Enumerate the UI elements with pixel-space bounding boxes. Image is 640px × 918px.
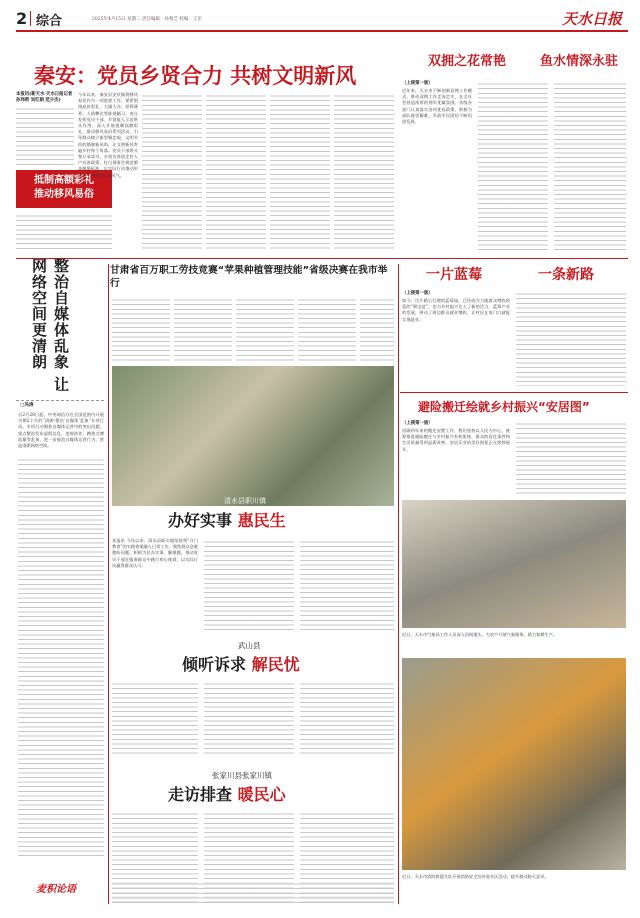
middle-article-col-5: [360, 296, 394, 362]
right-mid-col-2: [516, 290, 626, 386]
footer-column-label: 麦积论语: [36, 884, 76, 895]
feature-head-3: [168, 782, 286, 805]
feature-head-1-a: 办好实事: [168, 511, 233, 530]
right-photo-1: [402, 500, 626, 628]
right-top-byline: （上接第一版）: [402, 81, 433, 86]
right-mid-body: 如今，这片精心打理的蓝莓园，已经成为当地群众增收致富的“聚宝盆”，也为乡村振兴注入了新的活力。蓝莓产业的发展，带动了周边群众就业增收，让村民在家门口就能实现就业。: [402, 298, 510, 322]
left-column-body: 自2月28日起，中央网信办在全国范围内开展为期2个月的“清朗·整治‘自媒体’乱象”专项行动。专项行动聚焦自媒体运营中的突出问题，重点整治发布虚假信息、违规炒作、蹭热点博流量等乱象，进一步规范自媒体运营行为，营造清朗网络空间。: [18, 412, 104, 449]
right-photo-1-caption: 近日，天水市气象局工作人员深入田间地头，为农户开展气象服务，助力春耕生产。: [402, 632, 557, 637]
right-top-headline-1: 双拥之花常艳: [428, 54, 507, 69]
newspaper-logo: 天水日报: [561, 10, 622, 28]
middle-headline: 甘肃省百万职工劳技竞赛“苹果种植管理技能”省级决赛在我市举行: [110, 265, 388, 289]
feature-head-3-a: 走访排查: [168, 785, 233, 804]
top-story-col-4: [206, 92, 266, 252]
feature-head-3-b: 暖民心: [237, 785, 286, 804]
right-mid-headline-1: 一片蓝莓: [426, 267, 482, 283]
header-meta: 2025年4月15日 星期二 责任编辑：孙燕芝 校编：王军: [92, 17, 202, 22]
left-column-divider: [108, 264, 109, 904]
section-name: 综合: [36, 14, 63, 29]
right-photo-2: [402, 658, 626, 870]
feature-sub-2: 武山县: [238, 641, 261, 650]
right-mid-headline-2: 一条新路: [538, 267, 594, 283]
feature-col-2: [204, 538, 294, 630]
feature-2-col-2: [204, 680, 294, 754]
right-column-divider: [398, 264, 399, 904]
right-top-body: 近年来，天水市不断创新双拥工作模式，推动双拥工作走深走实，在全社会营造浓厚的拥军优属氛围。各级各部门认真落实各项优抚政策，积极为部队排忧解难，军政军民团结不断巩固发展。: [402, 88, 472, 125]
section-rule-1: [16, 258, 628, 259]
feature-head-1: [168, 508, 286, 531]
right-photo-2-caption: 近日，天水市消防救援支队开展消防安全宣传进社区活动，提升群众防火意识。: [402, 874, 549, 879]
right-lower-col-2: [516, 420, 626, 494]
left-column-text: [18, 456, 104, 856]
top-story-byline: 本报讯(新天水·天水日报记者孙玮莉 吴红娟 范少杰): [16, 92, 73, 104]
right-lower-headline: 避险搬迁绘就乡村振兴“安居图”: [418, 400, 590, 414]
right-lower-body: 回顾四年来的搬迁安置工作，我们坚持以人民为中心，统筹推进避险搬迁与乡村振兴有机衔接，群众的居住条件和生活质量得到显著改善，安居乐业的美好图景正在徐徐展开。: [402, 428, 510, 452]
left-column-byline: □冯涛: [20, 403, 34, 408]
middle-article-col-3: [236, 296, 294, 362]
top-story-headline: 秦安：党员乡贤合力 共树文明新风: [34, 64, 357, 88]
middle-article-col-2: [174, 296, 232, 362]
right-top-col-2: [478, 80, 548, 252]
feature-head-2: [182, 652, 300, 675]
right-top-col-3: [554, 80, 626, 252]
top-story-col-6: [334, 92, 394, 252]
middle-article-col-4: [298, 296, 356, 362]
left-column-headline: 整治自媒体乱象 让网络空间更清朗: [30, 258, 70, 393]
feature-head-1-b: 惠民生: [237, 511, 286, 530]
section-rule-2: [400, 392, 628, 393]
header-rule: [16, 30, 628, 32]
top-story-body: 今年以来，秦安县安伏镇将移风易俗作为一项重要工作，紧紧围绕高价彩礼、大操大办、厚葬薄养、人情攀比等陈规陋习，充分发挥党员干部、乡贤能人示范带头作用，深入开展抵制高额彩礼、推动移风易俗系列活动，引导群众树立新型婚恋观、文明节俭的婚嫁新风尚，让文明新风吹遍乡村每个角落。党员干部带头签订承诺书，乡贤宣讲团走村入户宣讲政策，红白理事会规范婚丧嫁娶标准，以实际行动推动形成向上向善的社会风气。: [78, 92, 138, 178]
left-column-rule: [16, 400, 104, 401]
feature-sub-3: 张家川县张家川镇: [212, 771, 272, 780]
feature-body: 本报讯 今年以来，清水县职川镇坚持将“开门教育”的实践效果融入日常工作，聚焦群众急难愁盼问题，积极为民办实事、解难题，推动党员干部在服务群众中践行初心使命，以实际行动赢得群众认可。: [112, 538, 198, 568]
feature-col-3: [300, 538, 394, 630]
top-story-col-5: [270, 92, 330, 252]
header-divider: [30, 11, 31, 26]
page-header: [16, 8, 628, 30]
right-lower-byline: （上接第一版）: [402, 421, 433, 426]
right-top-headline-2: 鱼水情深永驻: [540, 54, 619, 69]
top-story-body-1: [16, 105, 74, 165]
feature-2-col-1: [112, 680, 198, 754]
side-tag-line-1: 抵制高额彩礼: [34, 175, 94, 186]
feature-head-2-b: 解民忧: [251, 655, 300, 674]
feature-head-2-a: 倾听诉求: [182, 655, 247, 674]
page-number: 2: [16, 9, 28, 28]
footer-column-text: [112, 880, 394, 904]
right-mid-byline: （上接第一版）: [402, 291, 433, 296]
top-story-col-3: [142, 92, 202, 252]
middle-article-col-1: [112, 296, 170, 362]
feature-2-col-3: [300, 680, 394, 754]
side-tag-line-2: 推动移风易俗: [34, 189, 94, 200]
feature-photo: [112, 366, 394, 506]
photo-caption-label: 清水县职川镇: [224, 497, 266, 505]
